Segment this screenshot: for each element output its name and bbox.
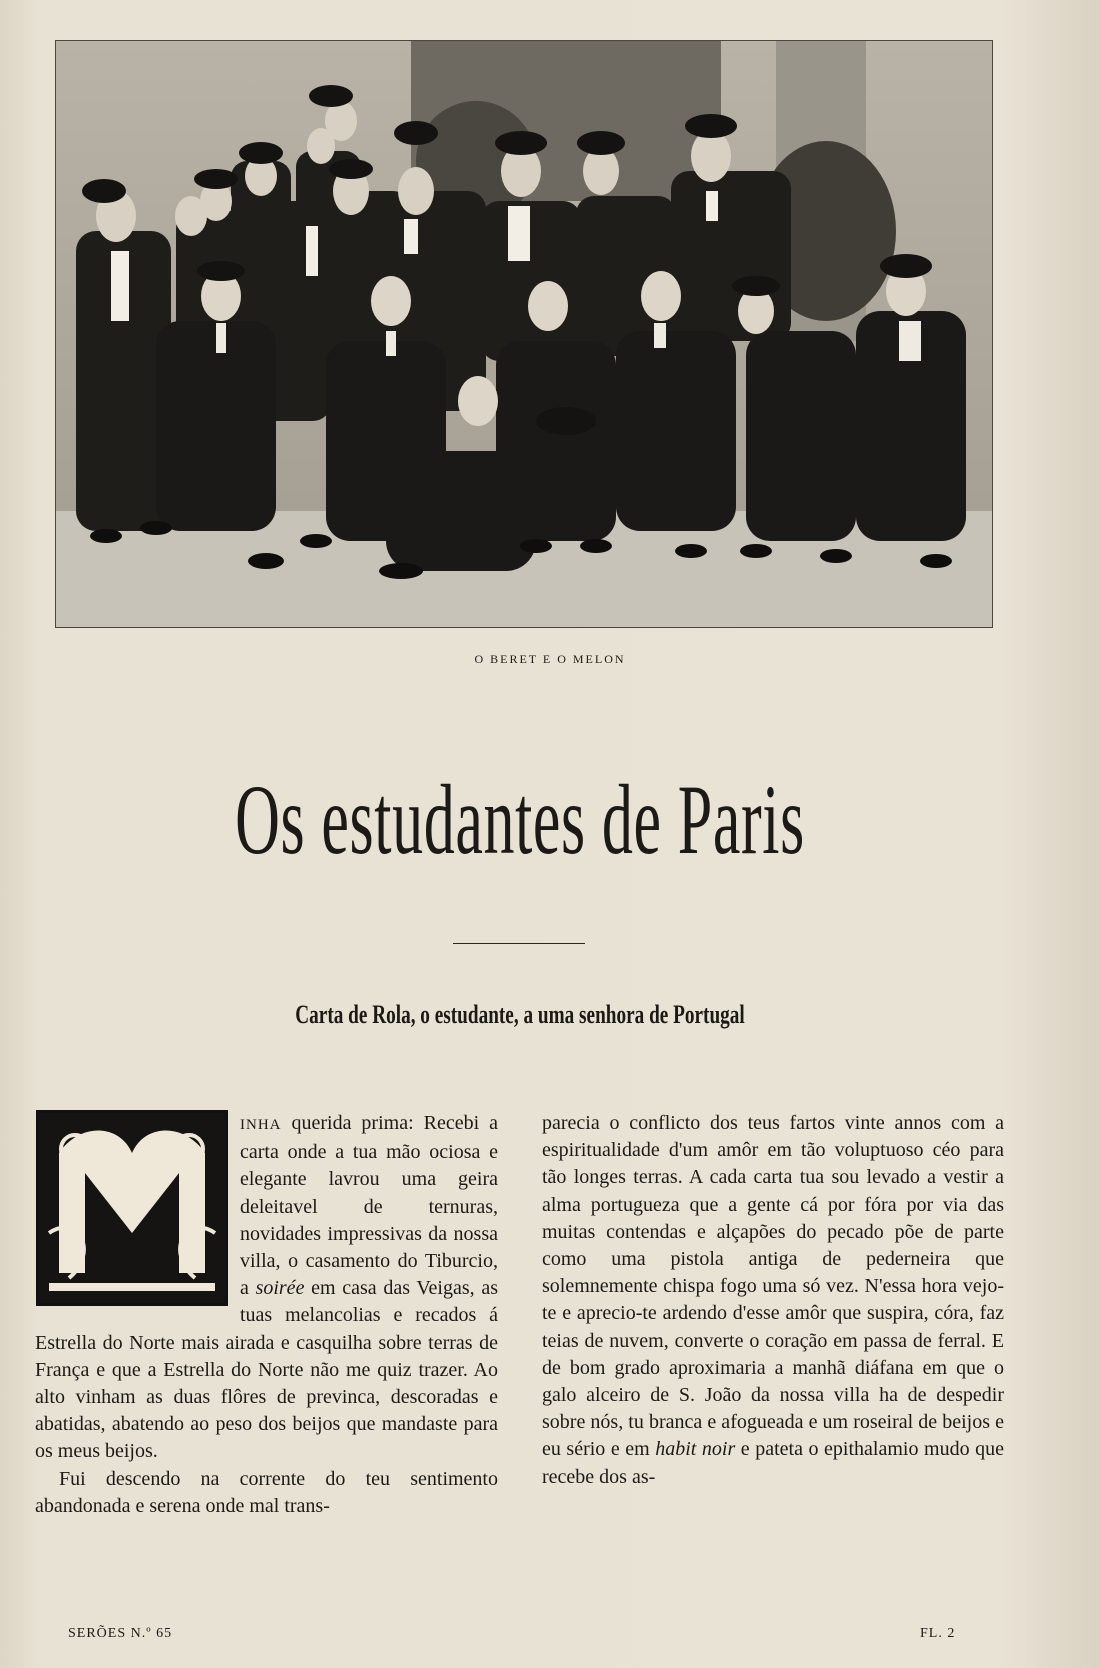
photo-caption: O BERET E O MELON (474, 652, 626, 666)
group-photo-icon (56, 41, 992, 627)
paragraph-2: Fui descendo na corrente do teu sentimento abandonada e serena onde mal trans- (35, 1467, 498, 1517)
ornate-drop-cap (36, 1110, 228, 1306)
article-title: Os estudantes de Paris (235, 764, 805, 875)
footer-page-number: FL. 2 (920, 1626, 956, 1641)
drop-cap-continuation: INHA (240, 1117, 282, 1133)
title-divider (453, 943, 585, 944)
paragraph-1-part-a: querida prima: Recebi a carta onde a tua mão ociosa e elegante lavrou uma geira deleitavel de ternuras, novidades impressivas da nossa villa, o casamento do Tiburcio, a (240, 1112, 498, 1300)
text-column-right (542, 1110, 1004, 1491)
drop-cap-ornament-icon (39, 1113, 225, 1303)
paragraph-3-italic: habit noir (655, 1438, 736, 1461)
article-subtitle: Carta de Rola, o estudante, a uma senhora de Portugal (295, 1000, 745, 1029)
group-photograph (55, 40, 993, 628)
paragraph-3-part-b: e pateta o epithalamio mudo que recebe dos as- (542, 1438, 1004, 1488)
paragraph-1-part-b: em casa das Veigas, as tuas melancolias e recados á Estrella do Norte mais airada e casquilha sobre terras de França e que a Estrella do Norte não me quiz trazer. Ao alto vinham as duas flôres de previnca, descoradas e abatidas, abatendo ao peso dos beijos que mandaste para os meus beijos. (35, 1277, 498, 1463)
footer-issue: SERÕES N.º 65 (68, 1626, 173, 1641)
paragraph-1-italic: soirée (255, 1277, 305, 1300)
text-column-left (35, 1110, 498, 1520)
paragraph-3-part-a: parecia o conflicto dos teus fartos vinte annos com a espiritualidade d'um amôr em tão voluptuoso céo para tão longes terras. A cada carta tua sou levado a vestir a alma portugueza que a gente cá por fóra por via das muitas contendas e alçapões do pecado põe de parte como uma pistola antiga de pederneira que solemnemente chispa fogo uma só vez. N'essa hora vejo-te e aprecio-te ardendo d'esse amôr que suspira, córa, faz teias de nuvem, converte o coração em passa de ferral. E de bom grado aproximaria a manhã diáfana em que o galo alceiro de S. João da nossa villa ha de despedir sobre nós, tu branca e afogueada e um roseiral de beijos e eu sério e em (542, 1112, 1004, 1461)
